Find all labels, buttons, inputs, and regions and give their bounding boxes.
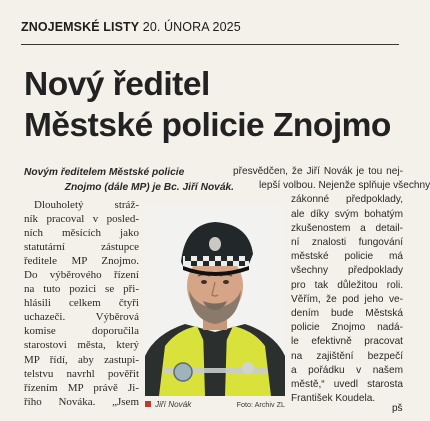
- body-line: na tuto pozici se při-: [24, 283, 139, 296]
- body-line: ních měsících jako: [24, 227, 139, 240]
- body-line: zkušenostem a detail-: [291, 222, 403, 234]
- lead-paragraph: [24, 165, 234, 195]
- photo-credit: Foto: Archiv ZL: [236, 400, 285, 409]
- body-line: Věřím, že pod jeho ve-: [291, 293, 403, 305]
- body-line: městě,“ uvedl starosta: [291, 379, 403, 391]
- newspaper-name: ZNOJEMSKÉ LISTY: [21, 20, 140, 34]
- body-line: ní znalosti fungování: [291, 237, 403, 249]
- body-line: telstvu navrhl pověřit: [24, 367, 139, 380]
- body-line: hlásili celkem čtyři: [24, 297, 139, 310]
- portrait-photo: [145, 206, 285, 396]
- body-line: ředitele MP Znojmo.: [24, 255, 139, 268]
- caption-name: Jiří Novák: [155, 400, 192, 409]
- body-line: řího Nováka. „Jsem: [24, 395, 139, 408]
- body-line: policie Znojmo nadá-: [291, 322, 403, 334]
- body-line: komise doporučila: [24, 325, 139, 338]
- body-line: přesvědčen, že Jiří Novák je tou nej-: [233, 166, 403, 177]
- body-line: starostovi města, který: [24, 339, 139, 352]
- lead-line: Novým ředitelem Městské policie: [24, 167, 185, 178]
- body-line: uchazeči. Výběrová: [24, 311, 139, 324]
- masthead: [21, 20, 399, 34]
- issue-date: 20. ÚNORA 2025: [142, 20, 241, 34]
- body-line: le efektivně pracovat: [291, 336, 403, 348]
- body-line: a pořádku v našem: [291, 364, 403, 376]
- body-line: MP řídí, aby zastupi-: [24, 353, 139, 366]
- masthead-rule: [21, 44, 399, 45]
- body-line: František Koudela.: [291, 393, 376, 405]
- headline-line-1: Nový ředitel: [24, 66, 210, 103]
- body-line: na zajištění bezpečí: [291, 350, 403, 362]
- body-line: lepší volbou. Nejenže splňuje všechny: [259, 180, 430, 192]
- body-line: všechny předpoklady: [291, 265, 403, 277]
- body-line: řízením MP právě Ji-: [24, 381, 139, 394]
- headline: [24, 64, 409, 146]
- author-initials: pš: [392, 403, 403, 414]
- caption-marker: [145, 401, 151, 407]
- lead-line: Znojmo (dále MP) je Bc. Jiří Novák.: [64, 182, 234, 193]
- body-line: městské policie má: [291, 251, 403, 263]
- body-line: pro tak důležitou roli.: [291, 279, 403, 291]
- photo-caption: [145, 400, 285, 409]
- body-line: statutární zástupce: [24, 241, 139, 254]
- headline-line-2: Městské policie Znojmo: [24, 107, 391, 144]
- body-line: zákonné předpoklady,: [291, 194, 403, 206]
- body-line: ale díky svým bohatým: [291, 208, 403, 220]
- body-line: Dlouholetý stráž-: [34, 199, 139, 211]
- left-column-text: [24, 198, 139, 409]
- body-line: ník pracoval v posled-: [24, 213, 139, 226]
- body-line: Do výběrového řízení: [24, 269, 139, 282]
- police-officer-portrait: [145, 206, 285, 396]
- body-line: dením bude Městská: [291, 308, 403, 320]
